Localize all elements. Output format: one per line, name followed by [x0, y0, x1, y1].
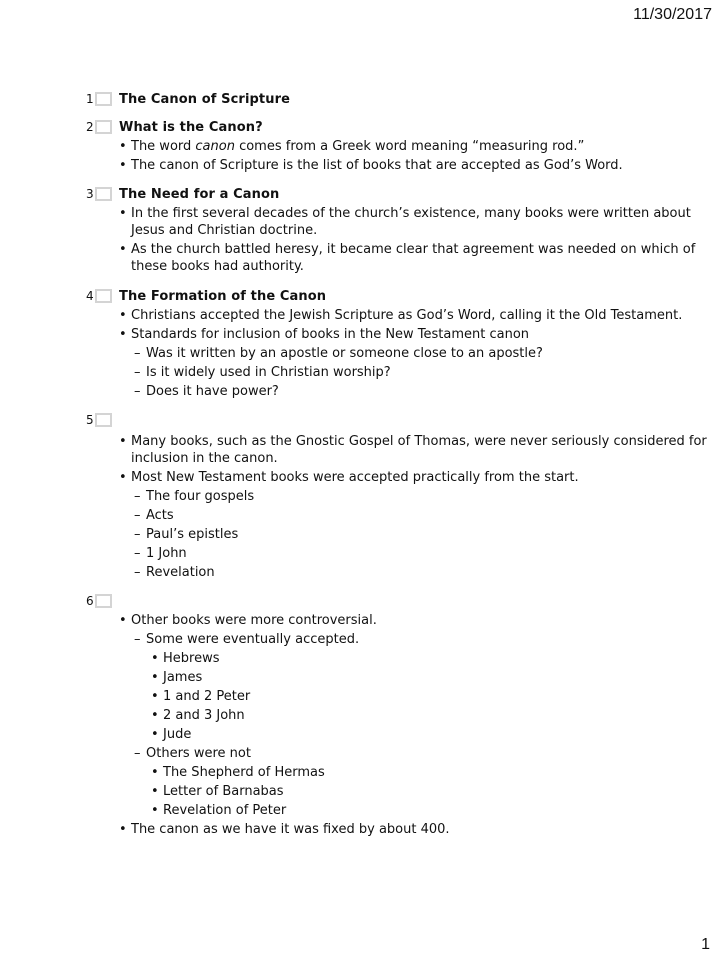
slide-title: The Canon of Scripture	[119, 91, 290, 107]
slide-6	[86, 592, 716, 838]
bullet-item: • As the church battled heresy, it became clear that agreement was needed on which of these books had authority.	[86, 241, 716, 275]
bullet-item: • Other books were more controversial.	[86, 612, 716, 629]
sub-bullet-item: – Some were eventually accepted.	[86, 631, 716, 648]
slide-number: 3	[86, 187, 94, 201]
sub-bullet-item: – Revelation	[86, 564, 716, 581]
sub-sub-bullet-item: • 1 and 2 Peter	[86, 688, 716, 705]
sub-bullet-item: – Others were not	[86, 745, 716, 762]
sub-sub-bullet-item: • 2 and 3 John	[86, 707, 716, 724]
bullet-item: • Many books, such as the Gnostic Gospel of Thomas, were never seriously considered for inclusion in the canon.	[86, 433, 716, 467]
bullet-item: • The canon as we have it was fixed by about 400.	[86, 821, 716, 838]
slide-thumbnail-icon[interactable]	[95, 289, 112, 303]
sub-sub-bullet-item: • James	[86, 669, 716, 686]
bullet-item: • Standards for inclusion of books in the New Testament canon	[86, 326, 716, 343]
slide-thumbnail-icon[interactable]	[95, 187, 112, 201]
page-number: 1	[701, 936, 710, 953]
sub-bullet-item: – Does it have power?	[86, 383, 716, 400]
sub-sub-bullet-item: • Hebrews	[86, 650, 716, 667]
emphasized-term: canon	[195, 139, 235, 154]
sub-sub-bullet-item: • Revelation of Peter	[86, 802, 716, 819]
slide-2	[86, 118, 716, 174]
slide-title: The Formation of the Canon	[119, 288, 327, 304]
slide-number: 4	[86, 289, 94, 303]
sub-bullet-item: – Was it written by an apostle or someone close to an apostle?	[86, 345, 716, 362]
print-date: 11/30/2017	[633, 6, 712, 23]
slide-1	[86, 90, 716, 108]
sub-bullet-item: – Is it widely used in Christian worship?	[86, 364, 716, 381]
slide-title: The Need for a Canon	[119, 186, 280, 202]
bullet-item: • Christians accepted the Jewish Scripture as God’s Word, calling it the Old Testament.	[86, 307, 716, 324]
slide-number: 2	[86, 120, 94, 134]
slide-thumbnail-icon[interactable]	[95, 594, 112, 608]
slide-number: 1	[86, 92, 94, 106]
sub-bullet-item: – 1 John	[86, 545, 716, 562]
slide-5	[86, 411, 716, 581]
slide-number: 5	[86, 413, 94, 427]
slide-title: What is the Canon?	[119, 119, 263, 135]
sub-bullet-item: – Acts	[86, 507, 716, 524]
slide-4	[86, 287, 716, 400]
bullet-item: • The word canon comes from a Greek word meaning “measuring rod.”	[86, 138, 716, 155]
bullet-item: • In the first several decades of the church’s existence, many books were written about Jesus and Christian doctrine.	[86, 205, 716, 239]
slide-thumbnail-icon[interactable]	[95, 413, 112, 427]
bullet-item: • The canon of Scripture is the list of books that are accepted as God’s Word.	[86, 157, 716, 174]
bullet-item: • Most New Testament books were accepted practically from the start.	[86, 469, 716, 486]
sub-sub-bullet-item: • Jude	[86, 726, 716, 743]
sub-sub-bullet-item: • Letter of Barnabas	[86, 783, 716, 800]
sub-bullet-item: – Paul’s epistles	[86, 526, 716, 543]
slide-3	[86, 185, 716, 275]
sub-sub-bullet-item: • The Shepherd of Hermas	[86, 764, 716, 781]
slide-thumbnail-icon[interactable]	[95, 92, 112, 106]
sub-bullet-item: – The four gospels	[86, 488, 716, 505]
slide-thumbnail-icon[interactable]	[95, 120, 112, 134]
slide-number: 6	[86, 594, 94, 608]
